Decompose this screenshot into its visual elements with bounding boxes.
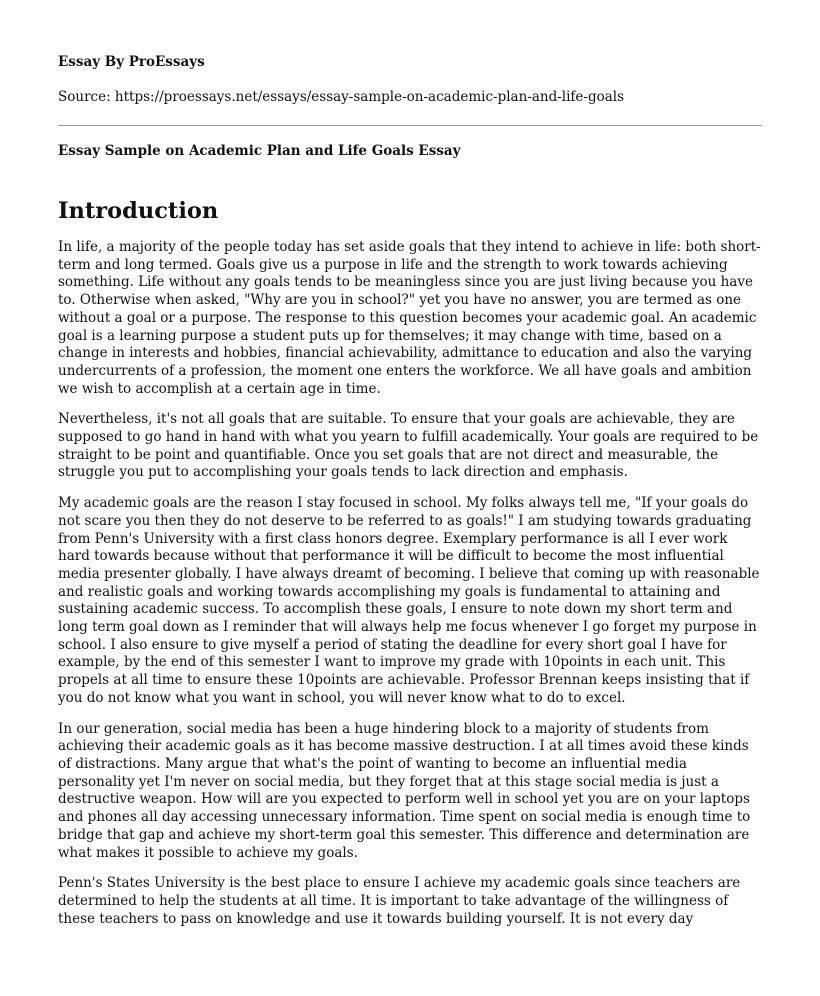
paragraph-4: In our generation, social media has been a huge hindering block to a majority of students from achieving their academic goals as it has become massive destruction. I at all times avoid these kinds of distractions. Many argue that what's the point of wanting to become an influential media personality yet I'm never on social media, but they forget that at this stage social media is just a destructive weapon. How will are you expected to perform well in school yet you are on your laptops and phones all day accessing unnecessary information. Time spent on social media is enough time to bridge that gap and achieve my short-term goal this semester. This difference and determination are what makes it possible to achieve my goals. [58,720,751,861]
essay-title: Essay Sample on Academic Plan and Life Goals Essay [58,143,461,159]
section-heading-introduction: Introduction [58,198,219,224]
paragraph-5: Penn's States University is the best place to ensure I achieve my academic goals since teachers are determined to help the students at all time. It is important to take advantage of the willingness of these teachers to pass on knowledge and use it towards building yourself. It is not every day [58,875,741,927]
essay-byline: Essay By ProEssays [58,54,205,70]
essay-body [58,239,762,928]
paragraph-1: In life, a majority of the people today has set aside goals that they intend to achieve in life: both short-term and long termed. Goals give us a purpose in life and the strength to work towards achieving something. Life without any goals tends to be meaningless since you are just living because you have to. Otherwise when asked, "Why are you in school?" yet you have no answer, you are termed as one without a goal or a purpose. The response to this question becomes your academic goal. An academic goal is a learning purpose a student puts up for themselves; it may change with time, based on a change in interests and hobbies, financial achievability, admittance to education and also the varying undercurrents of a profession, the moment one enters the workforce. We all have goals and ambition we wish to accomplish at a certain age in time. [58,239,761,397]
paragraph-2: Nevertheless, it's not all goals that are suitable. To ensure that your goals are achievable, they are supposed to go hand in hand with what you yearn to fulfill academically. Your goals are required to be straight to be point and quantifiable. Once you set goals that are not direct and measurable, the struggle you put to accomplishing your goals tends to lack direction and emphasis. [58,411,759,481]
paragraph-3: My academic goals are the reason I stay focused in school. My folks always tell me, "If your goals do not scare you then they do not deserve to be referred to as goals!" I am studying towards graduating from Penn's University with a first class honors degree. Exemplary performance is all I ever work hard towards because without that performance it will be difficult to become the most influential media presenter globally. I have always dreamt of becoming. I believe that coming up with reasonable and realistic goals and working towards accomplishing my goals is fundamental to attaining and sustaining academic success. To accomplish these goals, I ensure to note down my short term and long term goal down as I reminder that will always help me focus whenever I go forget my purpose in school. I also ensure to give myself a period of stating the deadline for every short goal I have for example, by the end of this semester I want to improve my grade with 10points in each unit. This propels at all time to ensure these 10points are achievable. Professor Brennan keeps insisting that if you do not know what you want in school, you will never know what to do to excel. [58,495,760,706]
source-line: Source: https://proessays.net/essays/essay-sample-on-academic-plan-and-life-goals [58,89,625,105]
header-divider [58,125,762,126]
